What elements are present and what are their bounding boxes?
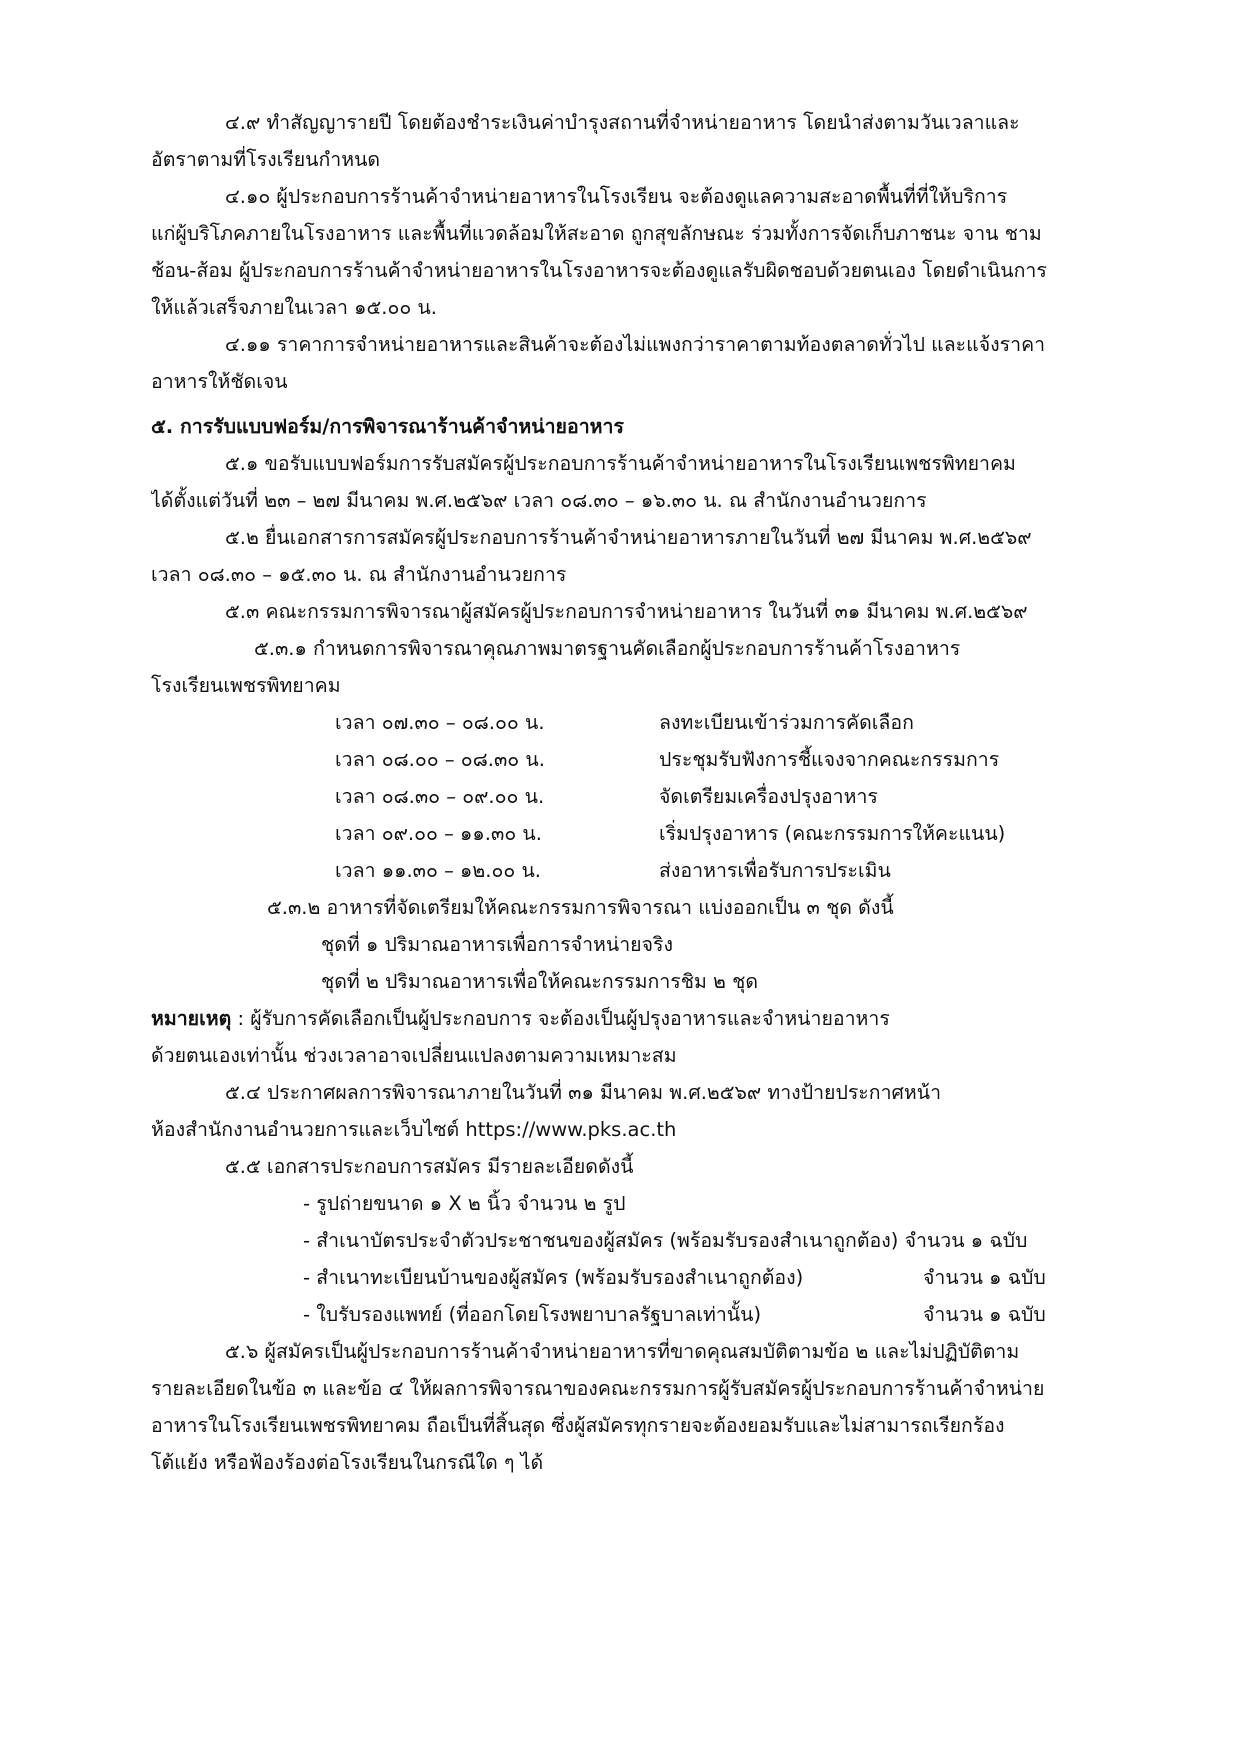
clause-4-9: [151, 104, 1180, 178]
document-item: [151, 1185, 1180, 1222]
schedule-activity: ลงทะเบียนเข้าร่วมการคัดเลือก: [659, 711, 914, 734]
schedule-time: เวลา ๐๘.๐๐ – ๐๘.๓๐ น.: [335, 748, 545, 771]
clause-5-2: [151, 519, 1180, 593]
documents-list: [151, 1185, 1180, 1333]
paragraph-line: ๔.๙ ทำสัญญารายปี โดยต้องชำระเงินค่าบำรุงสถานที่จำหน่ายอาหาร โดยนำส่งตามวันเวลาและ: [225, 111, 1020, 134]
schedule-activity: ส่งอาหารเพื่อรับการประเมิน: [659, 859, 891, 882]
schedule-time: เวลา ๑๑.๓๐ – ๑๒.๐๐ น.: [335, 859, 542, 882]
schedule-time: เวลา ๐๘.๓๐ – ๐๙.๐๐ น.: [335, 785, 545, 808]
paragraph-line: ๕.๓.๑ กำหนดการพิจารณาคุณภาพมาตรฐานคัดเลือกผู้ประกอบการร้านค้าโรงอาหาร: [254, 637, 961, 660]
paragraph-line: อัตราตามที่โรงเรียนกำหนด: [151, 148, 381, 171]
paragraph-line: ๕.๖ ผู้สมัครเป็นผู้ประกอบการร้านค้าจำหน่ายอาหารที่ขาดคุณสมบัติตามข้อ ๒ และไม่ปฏิบัติตาม: [225, 1340, 1020, 1363]
paragraph-line: ให้แล้วเสร็จภายในเวลา ๑๕.๐๐ น.: [151, 296, 437, 319]
schedule-row: [151, 704, 1180, 741]
paragraph-line: ห้องสำนักงานอำนวยการและเว็บไซต์ https://www.pks.ac.th: [151, 1118, 677, 1141]
document-item: [151, 1296, 1180, 1333]
clause-5-3-2: ๕.๓.๒ อาหารที่จัดเตรียมให้คณะกรรมการพิจารณา แบ่งออกเป็น ๓ ชุด ดังนี้: [267, 896, 894, 919]
document-desc: - สำเนาทะเบียนบ้านของผู้สมัคร (พร้อมรับรองสำเนาถูกต้อง): [303, 1266, 804, 1289]
schedule-time: เวลา ๐๙.๐๐ – ๑๑.๓๐ น.: [335, 822, 542, 845]
section-5-heading: ๕. การรับแบบฟอร์ม/การพิจารณาร้านค้าจำหน่ายอาหาร: [151, 415, 624, 438]
note-text: : ผู้รับการคัดเลือกเป็นผู้ประกอบการ จะต้องเป็นผู้ปรุงอาหารและจำหน่ายอาหาร: [231, 1007, 890, 1030]
document-desc: - ใบรับรองแพทย์ (ที่ออกโดยโรงพยาบาลรัฐบาลเท่านั้น): [303, 1303, 762, 1326]
note-label: หมายเหตุ: [151, 1007, 232, 1030]
document-desc: - สำเนาบัตรประจำตัวประชาชนของผู้สมัคร (พร้อมรับรองสำเนาถูกต้อง) จำนวน ๑ ฉบับ: [303, 1229, 1028, 1252]
schedule-time: เวลา ๐๗.๓๐ – ๐๘.๐๐ น.: [335, 711, 545, 734]
paragraph-line: โต้แย้ง หรือฟ้องร้องต่อโรงเรียนในกรณีใด ๆ ได้: [151, 1451, 544, 1474]
paragraph-line: ๔.๑๐ ผู้ประกอบการร้านค้าจำหน่ายอาหารในโรงเรียน จะต้องดูแลความสะอาดพื้นที่ที่ให้บริการ: [225, 185, 1008, 208]
schedule-activity: ประชุมรับฟังการชี้แจงจากคณะกรรมการ: [659, 748, 1000, 771]
clause-4-11: [151, 326, 1180, 400]
clause-5-3: ๕.๓ คณะกรรมการพิจารณาผู้สมัครผู้ประกอบการจำหน่ายอาหาร ในวันที่ ๓๑ มีนาคม พ.ศ.๒๕๖๙: [225, 600, 1028, 623]
paragraph-line: อาหารให้ชัดเจน: [151, 370, 288, 393]
document-desc: - รูปถ่ายขนาด ๑ X ๒ นิ้ว จำนวน ๒ รูป: [303, 1192, 626, 1215]
schedule-row: [151, 815, 1180, 852]
clause-5-4: [151, 1074, 1180, 1148]
set-item: ชุดที่ ๒ ปริมาณอาหารเพื่อให้คณะกรรมการชิม ๒ ชุด: [321, 970, 758, 993]
paragraph-line: ได้ตั้งแต่วันที่ ๒๓ – ๒๗ มีนาคม พ.ศ.๒๕๖๙ เวลา ๐๘.๓๐ – ๑๖.๓๐ น. ณ สำนักงานอำนวยการ: [151, 489, 927, 512]
paragraph-line: ๕.๔ ประกาศผลการพิจารณาภายในวันที่ ๓๑ มีนาคม พ.ศ.๒๕๖๙ ทางป้ายประกาศหน้า: [225, 1081, 942, 1104]
paragraph-line: ๔.๑๑ ราคาการจำหน่ายอาหารและสินค้าจะต้องไม่แพงกว่าราคาตามท้องตลาดทั่วไป และแจ้งราคา: [225, 333, 1046, 356]
clause-4-10: [151, 178, 1180, 326]
note-line: [151, 1000, 1180, 1037]
paragraph-line: เวลา ๐๘.๓๐ – ๑๕.๓๐ น. ณ สำนักงานอำนวยการ: [151, 563, 567, 586]
paragraph-line: ๕.๒ ยื่นเอกสารการสมัครผู้ประกอบการร้านค้าจำหน่ายอาหารภายในวันที่ ๒๗ มีนาคม พ.ศ.๒๕๖๙: [225, 526, 1032, 549]
document-qty: จำนวน ๑ ฉบับ: [923, 1266, 1046, 1289]
set-item: ชุดที่ ๑ ปริมาณอาหารเพื่อการจำหน่ายจริง: [321, 933, 674, 956]
schedule-row: [151, 778, 1180, 815]
clause-5-5: ๕.๕ เอกสารประกอบการสมัคร มีรายละเอียดดังนี้: [225, 1155, 634, 1178]
paragraph-line: รายละเอียดในข้อ ๓ และข้อ ๔ ให้ผลการพิจารณาของคณะกรรมการผู้รับสมัครผู้ประกอบการร้านค้าจำหน่าย: [151, 1377, 1045, 1400]
clause-5-1: [151, 445, 1180, 519]
paragraph-line: แก่ผู้บริโภคภายในโรงอาหาร และพื้นที่แวดล้อมให้สะอาด ถูกสุขลักษณะ ร่วมทั้งการจัดเก็บภาชนะ จาน ชาม: [151, 222, 1042, 245]
note-line-2: ด้วยตนเองเท่านั้น ช่วงเวลาอาจเปลี่ยนแปลงตามความเหมาะสม: [151, 1044, 677, 1067]
schedule-row: [151, 852, 1180, 889]
document-item: [151, 1222, 1180, 1259]
paragraph-line: โรงเรียนเพชรพิทยาคม: [151, 674, 341, 697]
schedule-row: [151, 741, 1180, 778]
clause-5-6: [151, 1333, 1180, 1481]
schedule-activity: จัดเตรียมเครื่องปรุงอาหาร: [659, 785, 878, 808]
paragraph-line: อาหารในโรงเรียนเพชรพิทยาคม ถือเป็นที่สิ้นสุด ซึ่งผู้สมัครทุกรายจะต้องยอมรับและไม่สามารถเรียกร้อง: [151, 1414, 1005, 1437]
clause-5-3-1: [151, 630, 1180, 704]
paragraph-line: ช้อน-ส้อม ผู้ประกอบการร้านค้าจำหน่ายอาหารในโรงอาหารจะต้องดูแลรับผิดชอบด้วยตนเอง โดยดำเนินการ: [151, 259, 1047, 282]
schedule-list: [151, 704, 1180, 889]
document-item: [151, 1259, 1180, 1296]
document-qty: จำนวน ๑ ฉบับ: [923, 1303, 1046, 1326]
schedule-activity: เริ่มปรุงอาหาร (คณะกรรมการให้คะแนน): [659, 822, 1006, 845]
paragraph-line: ๕.๑ ขอรับแบบฟอร์มการรับสมัครผู้ประกอบการร้านค้าจำหน่ายอาหารในโรงเรียนเพชรพิทยาคม: [225, 452, 1016, 475]
